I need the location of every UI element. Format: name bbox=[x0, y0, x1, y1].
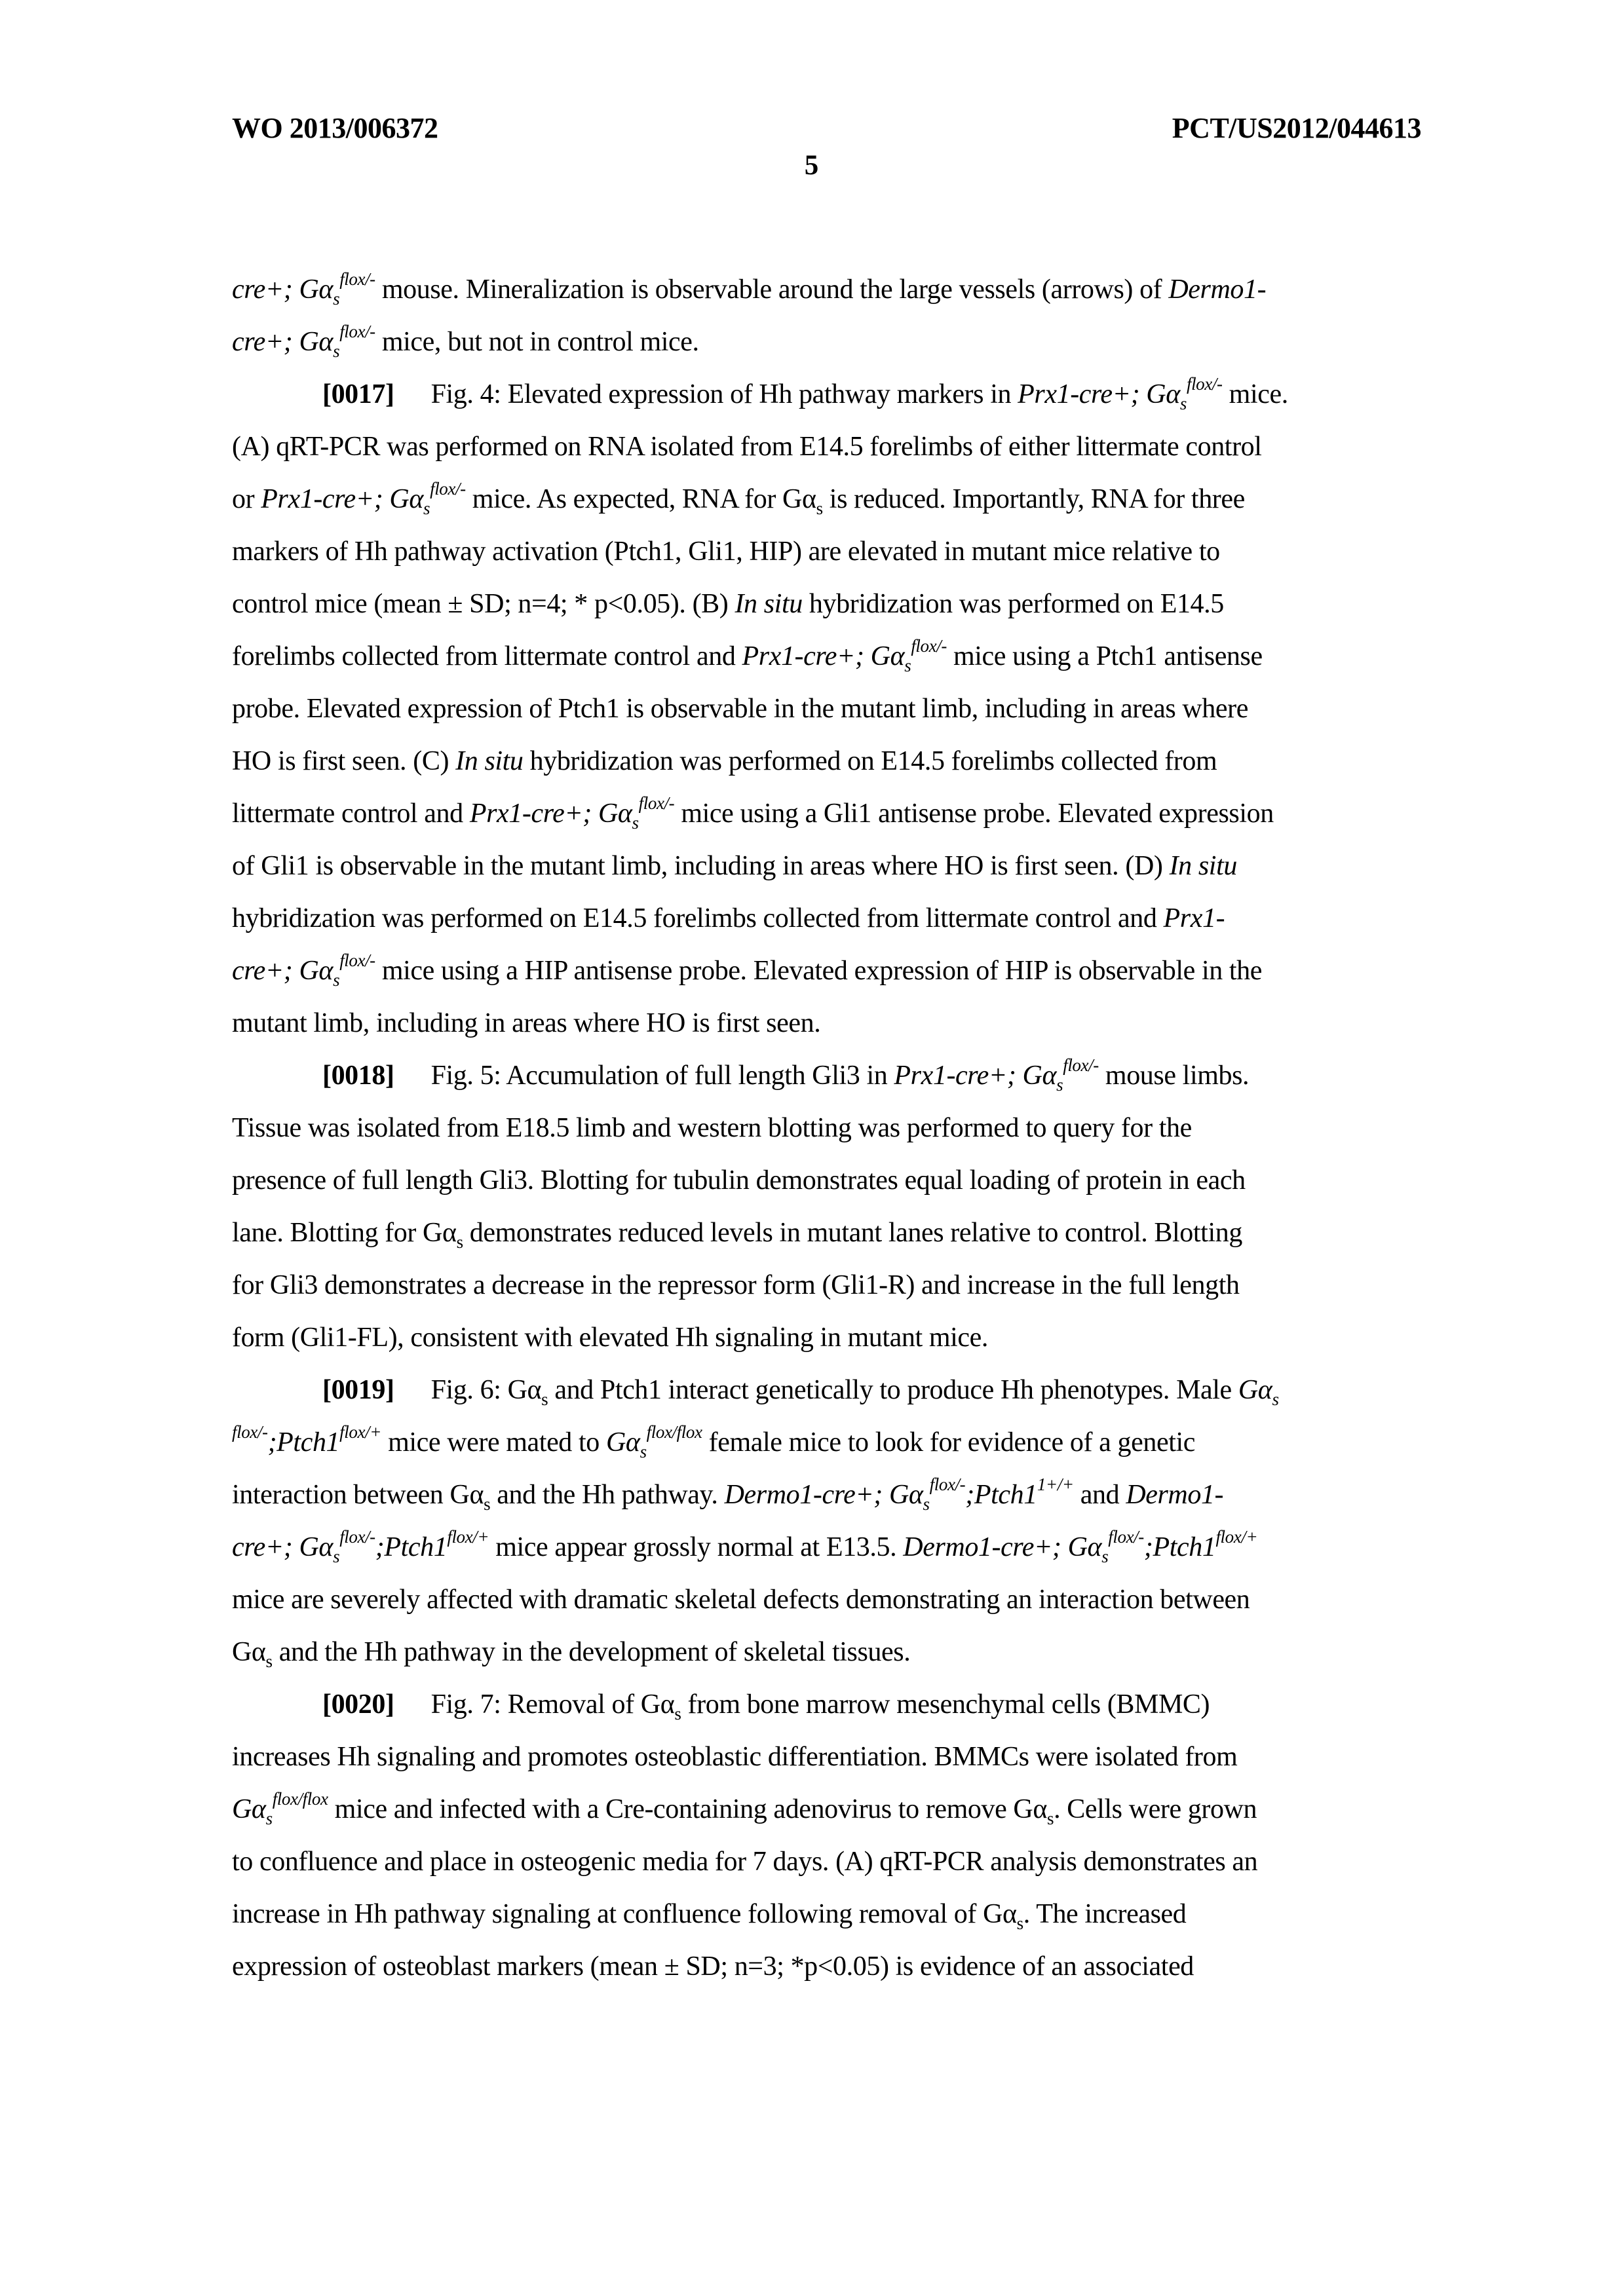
text-run: cre+; Gα bbox=[232, 1532, 334, 1562]
text-run: probe. Elevated expression of Ptch1 is observable in the mutant limb, including in areas where bbox=[232, 694, 1248, 724]
text-run: Gα bbox=[232, 1794, 266, 1824]
text-run: s bbox=[333, 1547, 340, 1566]
text-run: mice were mated to bbox=[381, 1427, 606, 1458]
text-run: flox/- bbox=[911, 636, 947, 656]
text-run: from bone marrow mesenchymal cells (BMMC) bbox=[681, 1689, 1210, 1720]
text-run: s bbox=[674, 1704, 681, 1723]
text-run: flox/- bbox=[1063, 1055, 1099, 1075]
text-run: HO is first seen. (C) bbox=[232, 746, 456, 776]
text-run: s bbox=[1272, 1389, 1279, 1409]
text-run: s bbox=[484, 1494, 491, 1514]
text-run: for Gli3 demonstrates a decrease in the repressor form (Gli1-R) and increase in the full length bbox=[232, 1270, 1240, 1300]
text-line bbox=[232, 421, 1421, 473]
text-line bbox=[232, 1940, 1421, 1993]
text-run: s bbox=[1046, 1809, 1054, 1828]
document-body bbox=[232, 263, 1421, 1993]
text-run: Dermo1-cre+; Gα bbox=[903, 1532, 1102, 1562]
text-run: s bbox=[923, 1494, 930, 1514]
text-run: s bbox=[456, 1232, 463, 1252]
text-run: and Ptch1 interact genetically to produce Hh phenotypes. Male bbox=[548, 1375, 1238, 1405]
text-run: flox/- bbox=[232, 1422, 268, 1442]
text-line bbox=[232, 316, 1421, 368]
text-run: Prx1- bbox=[1163, 903, 1225, 933]
text-line bbox=[232, 1731, 1421, 1783]
text-run: mouse. Mineralization is observable around the large vessels (arrows) of bbox=[375, 274, 1169, 305]
text-run: s bbox=[265, 1809, 273, 1828]
text-run: mouse limbs. bbox=[1098, 1061, 1250, 1091]
text-run: flox/- bbox=[1108, 1527, 1144, 1547]
text-run: flox/- bbox=[929, 1475, 966, 1494]
text-run: forelimbs collected from littermate control and bbox=[232, 641, 742, 671]
text-run: flox/flox bbox=[646, 1422, 702, 1442]
text-run: Fig. 5: Accumulation of full length Gli3 in bbox=[430, 1061, 894, 1091]
text-run: [0017] bbox=[322, 379, 394, 409]
text-run: flox/flox bbox=[272, 1789, 328, 1809]
text-run: s bbox=[423, 499, 430, 518]
text-run: mice, but not in control mice. bbox=[375, 327, 699, 357]
text-run: Fig. 6: Gα bbox=[430, 1375, 542, 1405]
text-run: Gα bbox=[232, 1637, 266, 1667]
text-run: [0019] bbox=[322, 1375, 394, 1405]
text-run: mice are severely affected with dramatic skeletal defects demonstrating an interaction between bbox=[232, 1585, 1250, 1615]
text-run: (A) qRT-PCR was performed on RNA isolated from E14.5 forelimbs of either littermate control bbox=[232, 432, 1262, 462]
text-line bbox=[232, 1678, 1421, 1731]
text-line bbox=[232, 630, 1421, 683]
text-run: flox/+ bbox=[339, 1422, 381, 1442]
text-run: hybridization was performed on E14.5 bbox=[802, 589, 1224, 619]
text-line bbox=[232, 368, 1421, 421]
text-run: female mice to look for evidence of a genetic bbox=[702, 1427, 1195, 1458]
text-run: flox/- bbox=[339, 1527, 375, 1547]
text-run: Fig. 4: Elevated expression of Hh pathway markers in bbox=[430, 379, 1018, 409]
text-run: s bbox=[640, 1442, 647, 1461]
text-line bbox=[232, 1835, 1421, 1888]
text-line bbox=[232, 1888, 1421, 1940]
text-run: Prx1-cre+; Gα bbox=[742, 641, 905, 671]
text-line bbox=[232, 787, 1421, 840]
text-run: mutant limb, including in areas where HO is first seen. bbox=[232, 1008, 821, 1038]
text-run: control mice (mean ± SD; n=4; * p<0.05). (B) bbox=[232, 589, 735, 619]
text-run: s bbox=[1016, 1913, 1023, 1933]
text-line bbox=[232, 1154, 1421, 1207]
text-run: and the Hh pathway. bbox=[490, 1480, 725, 1510]
text-run: flox/- bbox=[339, 269, 375, 289]
text-line bbox=[232, 997, 1421, 1049]
text-run: markers of Hh pathway activation (Ptch1, Gli1, HIP) are elevated in mutant mice relative to bbox=[232, 536, 1220, 567]
text-run: presence of full length Gli3. Blotting for tubulin demonstrates equal loading of protein in each bbox=[232, 1165, 1246, 1195]
text-run: [0018] bbox=[322, 1061, 394, 1091]
text-run: flox/+ bbox=[447, 1527, 489, 1547]
text-run: cre+; Gα bbox=[232, 327, 334, 357]
text-run: Gα bbox=[1238, 1375, 1272, 1405]
text-run: In situ bbox=[455, 746, 524, 776]
text-line bbox=[232, 1311, 1421, 1364]
text-line bbox=[232, 840, 1421, 892]
text-run: of Gli1 is observable in the mutant limb, including in areas where HO is first seen. (D) bbox=[232, 851, 1170, 881]
text-run: flox/- bbox=[430, 479, 466, 499]
text-run: Prx1-cre+; Gα bbox=[894, 1061, 1057, 1091]
text-run: expression of osteoblast markers (mean ± SD; n=3; *p<0.05) is evidence of an associated bbox=[232, 1951, 1194, 1982]
text-run: lane. Blotting for Gα bbox=[232, 1218, 457, 1248]
text-run: mice using a HIP antisense probe. Elevated expression of HIP is observable in the bbox=[375, 956, 1263, 986]
text-run: or bbox=[232, 484, 261, 514]
text-run: form (Gli1-FL), consistent with elevated Hh signaling in mutant mice. bbox=[232, 1323, 988, 1353]
text-run: Tissue was isolated from E18.5 limb and western blotting was performed to query for the bbox=[232, 1113, 1192, 1143]
text-run: Dermo1- bbox=[1126, 1480, 1224, 1510]
text-run: Dermo1-cre+; Gα bbox=[724, 1480, 923, 1510]
text-run: flox/- bbox=[638, 793, 675, 813]
text-run: s bbox=[333, 289, 340, 309]
text-run: s bbox=[1056, 1075, 1063, 1095]
text-run: to confluence and place in osteogenic media for 7 days. (A) qRT-PCR analysis demonstrates an bbox=[232, 1847, 1258, 1877]
text-line bbox=[232, 263, 1421, 316]
text-line bbox=[232, 1364, 1421, 1416]
text-run: and bbox=[1073, 1480, 1126, 1510]
text-line bbox=[232, 1259, 1421, 1311]
text-run: flox/- bbox=[339, 950, 375, 970]
text-run: mice using a Gli1 antisense probe. Elevated expression bbox=[674, 799, 1274, 829]
text-run: Gα bbox=[605, 1427, 640, 1458]
text-run: [0020] bbox=[322, 1689, 394, 1720]
text-run: is reduced. Importantly, RNA for three bbox=[822, 484, 1245, 514]
text-line bbox=[232, 1416, 1421, 1469]
text-line bbox=[232, 735, 1421, 787]
text-run: and the Hh pathway in the development of skeletal tissues. bbox=[272, 1637, 911, 1667]
text-run: s bbox=[1179, 394, 1187, 413]
text-run: cre+; Gα bbox=[232, 274, 334, 305]
page-header bbox=[232, 111, 1421, 145]
application-number: PCT/US2012/044613 bbox=[1172, 112, 1421, 144]
text-run: Prx1-cre+; Gα bbox=[261, 484, 423, 514]
text-line bbox=[232, 1469, 1421, 1521]
page-number: 5 bbox=[804, 150, 819, 181]
text-run: . The increased bbox=[1023, 1899, 1187, 1929]
text-run: mice. bbox=[1222, 379, 1288, 409]
text-run: s bbox=[333, 341, 340, 361]
text-run: Prx1-cre+; Gα bbox=[1018, 379, 1180, 409]
text-run: s bbox=[904, 656, 911, 675]
text-run: flox/- bbox=[339, 322, 375, 341]
text-run: s bbox=[1101, 1547, 1109, 1566]
text-run: demonstrates reduced levels in mutant lanes relative to control. Blotting bbox=[463, 1218, 1242, 1248]
text-line bbox=[232, 683, 1421, 735]
text-line bbox=[232, 1521, 1421, 1573]
text-run: 1+/+ bbox=[1037, 1475, 1074, 1494]
publication-number: WO 2013/006372 bbox=[232, 112, 438, 144]
text-run: hybridization was performed on E14.5 forelimbs collected from bbox=[523, 746, 1217, 776]
text-run: cre+; Gα bbox=[232, 956, 334, 986]
text-run: s bbox=[541, 1389, 548, 1409]
text-run: hybridization was performed on E14.5 forelimbs collected from littermate control and bbox=[232, 903, 1164, 933]
text-run: flox/+ bbox=[1215, 1527, 1258, 1547]
text-run: ;Ptch1 bbox=[1143, 1532, 1216, 1562]
text-run: increases Hh signaling and promotes osteoblastic differentiation. BMMCs were isolated from bbox=[232, 1742, 1238, 1772]
text-line bbox=[232, 945, 1421, 997]
text-run: littermate control and bbox=[232, 799, 470, 829]
text-line bbox=[232, 525, 1421, 578]
text-line bbox=[232, 1626, 1421, 1678]
text-run: . Cells were grown bbox=[1054, 1794, 1257, 1824]
text-run: increase in Hh pathway signaling at confluence following removal of Gα bbox=[232, 1899, 1017, 1929]
text-run: ;Ptch1 bbox=[267, 1427, 340, 1458]
text-run: mice using a Ptch1 antisense bbox=[946, 641, 1263, 671]
text-run: flox/- bbox=[1186, 374, 1223, 394]
text-run: ;Ptch1 bbox=[375, 1532, 448, 1562]
text-run: mice and infected with a Cre-containing adenovirus to remove Gα bbox=[328, 1794, 1047, 1824]
text-line bbox=[232, 1207, 1421, 1259]
text-run: In situ bbox=[1169, 851, 1237, 881]
text-run: s bbox=[333, 970, 340, 990]
text-line bbox=[232, 1049, 1421, 1102]
text-run: Prx1-cre+; Gα bbox=[469, 799, 632, 829]
text-run: interaction between Gα bbox=[232, 1480, 484, 1510]
text-run: mice appear grossly normal at E13.5. bbox=[489, 1532, 904, 1562]
text-run: s bbox=[816, 499, 823, 518]
text-run: In situ bbox=[735, 589, 803, 619]
text-line bbox=[232, 1102, 1421, 1154]
text-run: s bbox=[632, 813, 639, 833]
text-run: mice. As expected, RNA for Gα bbox=[465, 484, 816, 514]
text-run: Dermo1- bbox=[1168, 274, 1267, 305]
text-run: s bbox=[265, 1651, 273, 1671]
text-run: Fig. 7: Removal of Gα bbox=[430, 1689, 675, 1720]
text-line bbox=[232, 578, 1421, 630]
text-run: ;Ptch1 bbox=[965, 1480, 1037, 1510]
text-line bbox=[232, 892, 1421, 945]
text-line bbox=[232, 1783, 1421, 1835]
text-line bbox=[232, 473, 1421, 525]
text-line bbox=[232, 1573, 1421, 1626]
